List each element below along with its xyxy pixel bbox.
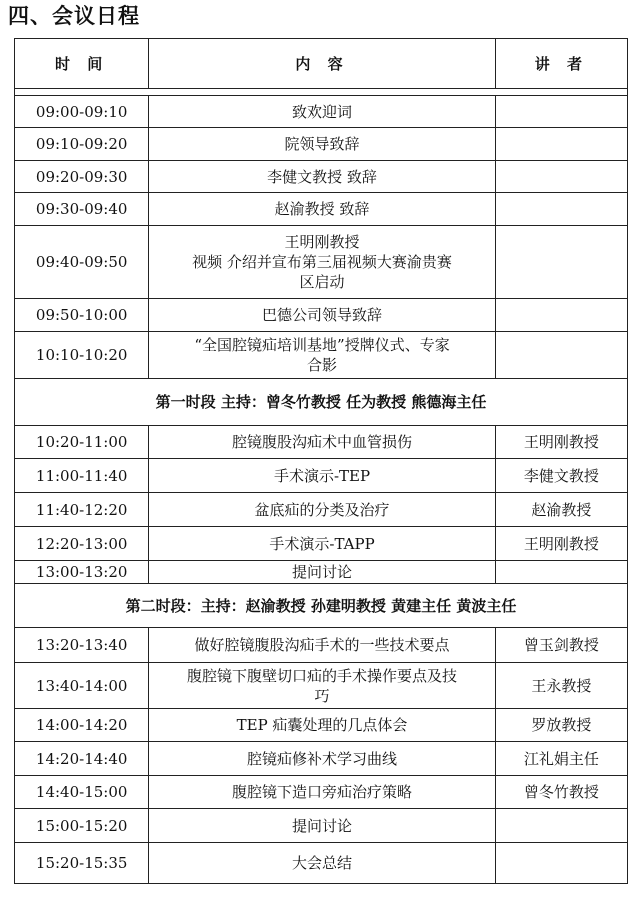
table-row [15,628,628,663]
time-cell: 09:10-09:20 [15,128,149,161]
time-cell: 14:20-14:40 [15,742,149,776]
row-spacer [15,89,628,96]
content-line: 赵渝教授 致辞 [274,200,370,218]
table-row [15,128,628,161]
time-cell: 13:40-14:00 [15,663,149,709]
row-spacer-cell [15,89,628,96]
speaker-cell: 王明刚教授 [495,426,627,459]
table-row [15,809,628,843]
speaker-cell [495,561,627,584]
session-row [15,379,628,426]
table-row [15,561,628,584]
content-line: 大会总结 [292,854,353,872]
time-cell: 09:40-09:50 [15,226,149,299]
time-cell: 09:50-10:00 [15,299,149,332]
time-cell: 14:00-14:20 [15,709,149,742]
content-line: 提问讨论 [292,816,353,835]
time-cell: 13:20-13:40 [15,628,149,663]
content-cell [149,843,495,884]
speaker-cell [495,128,627,161]
content-line: 腔镜腹股沟疝术中血管损伤 [232,433,413,451]
table-row [15,527,628,561]
table-row [15,776,628,809]
time-cell: 09:00-09:10 [15,96,149,128]
speaker-cell: 赵渝教授 [495,493,627,527]
session-row [15,584,628,628]
time-cell: 09:30-09:40 [15,193,149,226]
speaker-cell [495,161,627,193]
table-row [15,493,628,527]
content-line: 王明刚教授 [284,233,360,251]
content-cell [149,663,495,709]
content-cell [149,161,495,193]
table-row [15,742,628,776]
agenda-body [15,89,628,884]
header-row [15,39,628,89]
speaker-cell [495,299,627,332]
content-line: 做好腔镜腹股沟疝手术的一些技术要点 [194,636,450,654]
table-row [15,332,628,379]
speaker-cell: 王明刚教授 [495,527,627,561]
content-cell [149,299,495,332]
content-line: 致欢迎词 [292,102,353,121]
content-cell [149,628,495,663]
content-line: 巴德公司领导致辞 [262,306,383,324]
agenda-table [14,38,628,884]
header-speaker: 讲 者 [495,39,627,89]
content-line: 李健文教授 致辞 [267,167,377,186]
time-cell: 15:00-15:20 [15,809,149,843]
content-cell [149,193,495,226]
time-cell: 11:00-11:40 [15,459,149,493]
section-heading: 四、会议日程 [8,4,140,28]
content-cell [149,561,495,584]
speaker-cell [495,96,627,128]
table-row [15,426,628,459]
content-cell [149,709,495,742]
table-row [15,226,628,299]
table-row [15,709,628,742]
speaker-cell [495,193,627,226]
content-line: 腹腔镜下造口旁疝治疗策略 [232,783,413,801]
speaker-cell: 王永教授 [495,663,627,709]
content-cell [149,776,495,809]
content-line: TEP 疝囊处理的几点体会 [236,716,408,734]
content-line: “全国腔镜疝培训基地”授牌仪式、专家 [194,336,450,354]
time-cell: 12:20-13:00 [15,527,149,561]
time-cell: 10:10-10:20 [15,332,149,379]
content-line: 院领导致辞 [284,135,360,153]
time-cell: 13:00-13:20 [15,561,149,584]
speaker-cell: 江礼娟主任 [495,742,627,776]
header-time: 时 间 [15,39,149,89]
speaker-cell: 曾玉剑教授 [495,628,627,663]
table-row [15,299,628,332]
header-content: 内 容 [149,39,495,89]
content-cell [149,226,495,299]
content-line: 腹腔镜下腹壁切口疝的手术操作要点及技 [187,666,458,685]
time-cell: 10:20-11:00 [15,426,149,459]
speaker-cell [495,809,627,843]
content-line: 腔镜疝修补术学习曲线 [247,749,398,768]
content-cell [149,809,495,843]
content-line: 手术演示-TAPP [269,534,375,553]
content-cell [149,128,495,161]
content-line: 盆底疝的分类及治疗 [254,500,390,519]
content-cell [149,459,495,493]
speaker-cell: 曾冬竹教授 [495,776,627,809]
time-cell: 11:40-12:20 [15,493,149,527]
table-row [15,193,628,226]
session-title: 第二时段：主持：赵渝教授 孙建明教授 黄建主任 黄波主任 [15,584,628,628]
speaker-cell [495,226,627,299]
time-cell: 09:20-09:30 [15,161,149,193]
table-row [15,161,628,193]
content-cell [149,332,495,379]
content-cell [149,493,495,527]
time-cell: 15:20-15:35 [15,843,149,884]
speaker-cell: 李健文教授 [495,459,627,493]
table-row [15,96,628,128]
speaker-cell: 罗放教授 [495,709,627,742]
content-cell [149,426,495,459]
speaker-cell [495,843,627,884]
content-line: 区启动 [299,273,345,291]
content-cell [149,96,495,128]
content-line: 手术演示-TEP [273,466,371,485]
table-row [15,663,628,709]
content-cell [149,742,495,776]
table-row [15,843,628,884]
session-title: 第一时段 主持：曾冬竹教授 任为教授 熊德海主任 [15,379,628,426]
content-line: 巧 [314,686,330,705]
speaker-cell [495,332,627,379]
content-line: 合影 [307,356,338,374]
content-cell [149,527,495,561]
content-line: 提问讨论 [292,563,353,581]
table-row [15,459,628,493]
content-line: 视频 介绍并宣布第三届视频大赛渝贵赛 [192,253,452,271]
time-cell: 14:40-15:00 [15,776,149,809]
